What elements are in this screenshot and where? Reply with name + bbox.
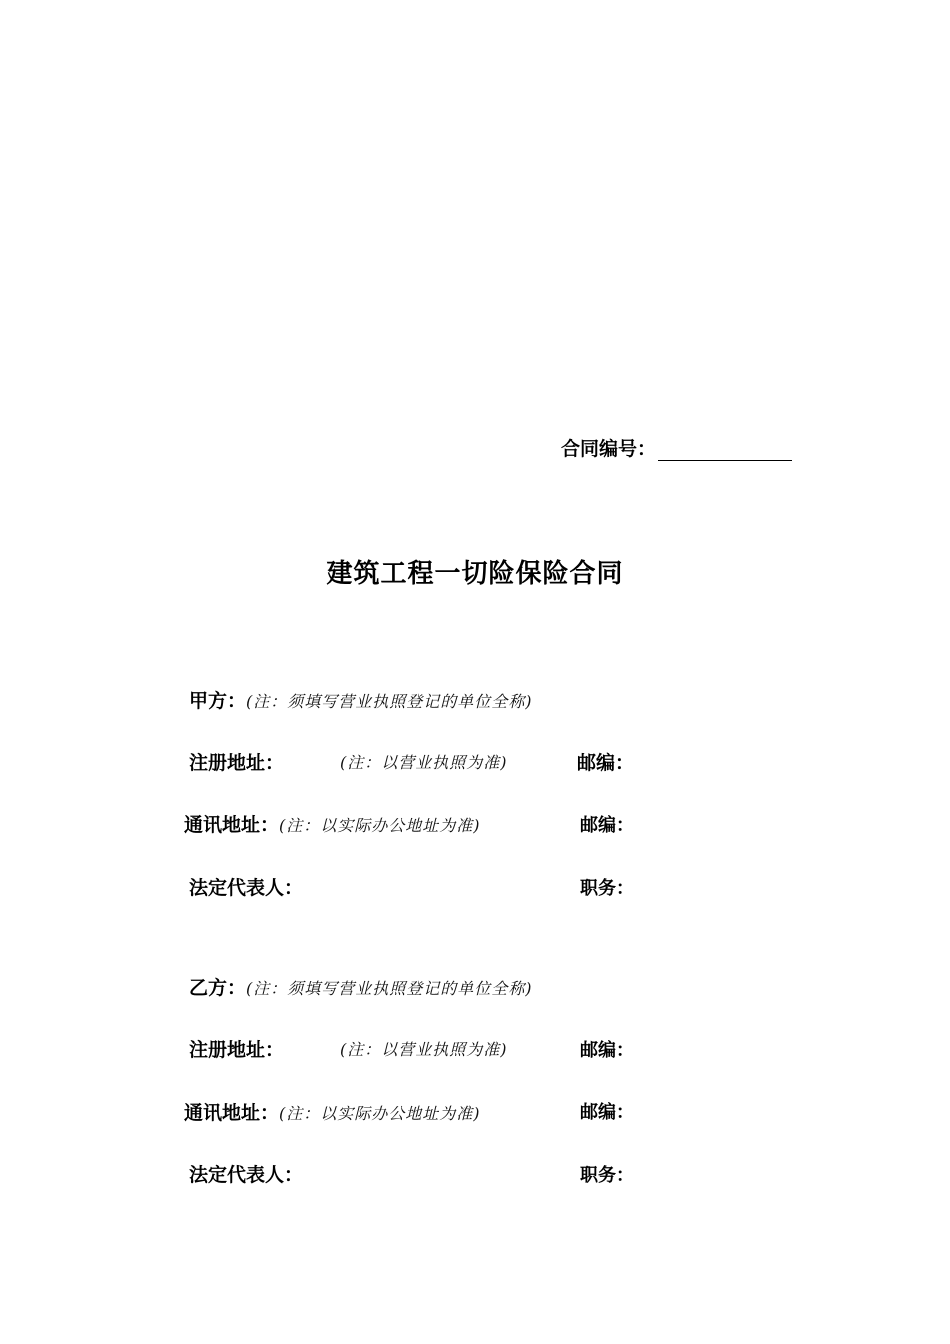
party-b-mail-address-note: (注：以实际办公地址为准) — [279, 1104, 481, 1123]
party-a-legal-rep-label: 法定代表人： — [189, 877, 304, 899]
party-a-reg-address-label: 注册地址： — [189, 752, 285, 774]
party-a-mail-address-note: (注：以实际办公地址为准) — [279, 816, 481, 835]
party-a-mail-address-row — [184, 810, 481, 837]
party-a-mail-postcode-label: 邮编： — [580, 815, 634, 836]
party-b-label: 乙方： — [189, 977, 247, 999]
party-a-reg-address-note: (注：以营业执照为准) — [340, 753, 508, 772]
party-a-row — [189, 686, 533, 713]
contract-number — [561, 434, 792, 461]
party-a-name-note: (注：须填写营业执照登记的单位全称) — [246, 692, 533, 711]
contract-number-blank[interactable] — [658, 440, 792, 461]
party-b-legal-rep-label: 法定代表人： — [189, 1164, 304, 1186]
party-b-row — [189, 973, 533, 1000]
party-b-mail-postcode-label: 邮编： — [580, 1102, 634, 1123]
party-b-position-label: 职务： — [580, 1165, 634, 1186]
party-b-reg-address-label: 注册地址： — [189, 1039, 285, 1061]
contract-number-label: 合同编号： — [561, 438, 657, 460]
party-b-mail-address-label: 通讯地址： — [184, 1102, 280, 1124]
party-a-position-label: 职务： — [580, 878, 634, 899]
party-a-reg-postcode-label: 邮编： — [577, 752, 635, 774]
party-b-mail-address-row — [184, 1098, 481, 1125]
party-a-label: 甲方： — [189, 690, 247, 712]
party-b-name-note: (注：须填写营业执照登记的单位全称) — [246, 979, 533, 998]
party-b-reg-address-note: (注：以营业执照为准) — [340, 1040, 508, 1059]
document-title: 建筑工程一切险保险合同 — [326, 559, 624, 589]
party-b-reg-postcode-label: 邮编： — [580, 1040, 634, 1061]
party-a-mail-address-label: 通讯地址： — [184, 814, 280, 836]
